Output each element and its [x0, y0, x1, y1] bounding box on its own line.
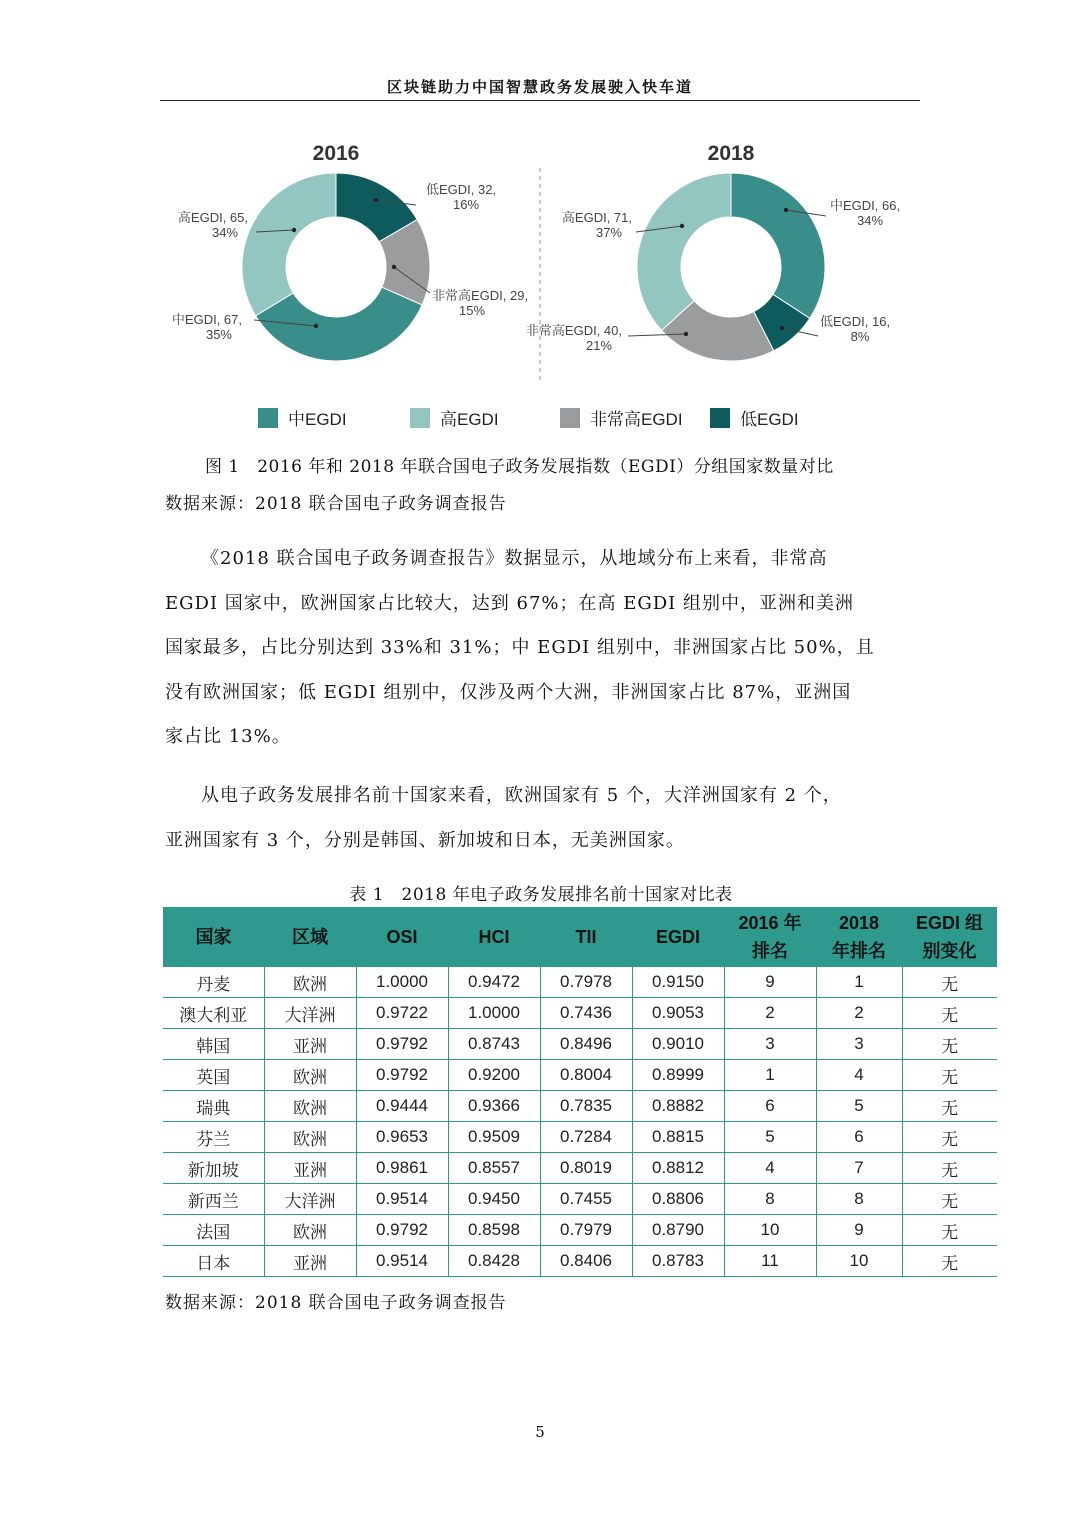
table-cell: 2: [724, 998, 816, 1029]
table-cell: 瑞典: [163, 1091, 264, 1122]
data-label-2018-low: 低EGDI, 16,: [820, 314, 891, 329]
legend-label-very-high: 非常高EGDI: [590, 410, 683, 429]
header-rule: [160, 100, 920, 101]
table-cell: 法国: [163, 1215, 264, 1246]
table-cell: 5: [816, 1091, 902, 1122]
paragraph-1-line: 没有欧洲国家；低 EGDI 组别中，仅涉及两个大洲，非洲国家占比 87%，亚洲国: [165, 681, 852, 703]
data-pct-2016-very-high: 15%: [458, 303, 486, 318]
table-cell: 无: [902, 1122, 997, 1153]
table-cell: 0.9150: [632, 967, 724, 998]
data-pct-2016-low: 16%: [452, 197, 480, 212]
callout-dot: [684, 332, 688, 336]
table-cell: 4: [724, 1153, 816, 1184]
table-cell: 无: [902, 1246, 997, 1277]
legend-swatch-high: [410, 408, 430, 428]
table-row: [163, 1184, 997, 1215]
table-row: [163, 967, 997, 998]
table-cell: 3: [816, 1029, 902, 1060]
table-cell: 无: [902, 1153, 997, 1184]
data-label-2016-very-high: 非常高EGDI, 29,: [432, 288, 529, 303]
callout-dot: [780, 326, 784, 330]
table-cell: 10: [816, 1246, 902, 1277]
data-pct-2018-mid: 34%: [856, 213, 884, 228]
table-cell: 0.7979: [540, 1215, 632, 1246]
column-header: [632, 907, 724, 967]
legend-label-low: 低EGDI: [740, 410, 799, 429]
table-cell: 1.0000: [356, 967, 448, 998]
paragraph-2: [165, 774, 917, 863]
legend-item-high: [410, 405, 499, 430]
table-cell: 亚洲: [264, 1246, 356, 1277]
table-cell: 欧洲: [264, 967, 356, 998]
column-header-text: EGDI 组: [915, 913, 983, 933]
table-cell: 芬兰: [163, 1122, 264, 1153]
callout-dot: [374, 198, 378, 202]
table-title: 表 1 2018 年电子政务发展排名前十国家对比表: [349, 885, 733, 905]
table-cell: 0.8428: [448, 1246, 540, 1277]
callout-dot: [292, 228, 296, 232]
table-cell: 0.7978: [540, 967, 632, 998]
table-cell: 0.9861: [356, 1153, 448, 1184]
legend-item-mid: [258, 405, 347, 430]
table-cell: 0.9653: [356, 1122, 448, 1153]
table-cell: 0.9792: [356, 1029, 448, 1060]
table-cell: 0.9509: [448, 1122, 540, 1153]
table-cell: 0.9792: [356, 1215, 448, 1246]
column-header-text: 年排名: [832, 941, 886, 961]
table-cell: 丹麦: [163, 967, 264, 998]
chart-title-2018: 2018: [707, 142, 755, 165]
table-cell: 9: [724, 967, 816, 998]
column-header: [356, 907, 448, 967]
figure-caption: 图 1 2016 年和 2018 年联合国电子政务发展指数（EGDI）分组国家数量对比: [205, 457, 834, 477]
table-cell: 8: [816, 1184, 902, 1215]
table-cell: 无: [902, 1029, 997, 1060]
data-pct-2016-high: 34%: [211, 225, 238, 240]
table-cell: 0.8406: [540, 1246, 632, 1277]
table-cell: 无: [902, 1060, 997, 1091]
table-cell: 3: [724, 1029, 816, 1060]
paragraph-1-line: 《2018 联合国电子政务调查报告》数据显示，从地域分布上来看，非常高: [201, 548, 828, 569]
table-cell: 0.8598: [448, 1215, 540, 1246]
paragraph-1-line: 家占比 13%。: [165, 726, 291, 747]
column-header: [163, 907, 264, 967]
table-cell: 4: [816, 1060, 902, 1091]
table-cell: 大洋洲: [264, 1184, 356, 1215]
data-label-2016-mid: 中EGDI, 67,: [171, 312, 242, 327]
table-cell: 欧洲: [264, 1091, 356, 1122]
table-cell: 0.8557: [448, 1153, 540, 1184]
table-cell: 11: [724, 1246, 816, 1277]
legend-swatch-low: [710, 408, 730, 428]
donut-slice-2018-high: [637, 173, 731, 330]
callout-dot: [784, 208, 788, 212]
legend-swatch-very-high: [560, 408, 580, 428]
table-cell: 0.9472: [448, 967, 540, 998]
table-cell: 欧洲: [264, 1060, 356, 1091]
data-pct-2018-low: 8%: [850, 329, 870, 344]
data-label-2018-mid: 中EGDI, 66,: [830, 198, 901, 213]
table-cell: 0.9514: [356, 1184, 448, 1215]
table-cell: 0.8815: [632, 1122, 724, 1153]
table-cell: 亚洲: [264, 1153, 356, 1184]
column-header-text: 2016 年: [738, 913, 802, 933]
egdi-donut-charts: [150, 130, 950, 440]
paragraph-1-line: 国家最多，占比分别达到 33%和 31%；中 EGDI 组别中，非洲国家占比 50%，且: [165, 637, 875, 658]
table-row: [163, 1153, 997, 1184]
legend-swatch-mid: [258, 408, 278, 428]
donut-slice-2018-mid: [731, 173, 825, 318]
table-source: 数据来源：2018 联合国电子政务调查报告: [165, 1293, 507, 1313]
table-cell: 无: [902, 967, 997, 998]
column-header-text: 区域: [292, 927, 328, 947]
table-body: [163, 967, 997, 1277]
table-cell: 0.8882: [632, 1091, 724, 1122]
table-cell: 0.9444: [356, 1091, 448, 1122]
ranking-table: [163, 907, 997, 1277]
table-header-row: [163, 907, 997, 967]
table-cell: 0.8783: [632, 1246, 724, 1277]
table-row: [163, 1215, 997, 1246]
table-cell: 8: [724, 1184, 816, 1215]
data-label-2018-high: 高EGDI, 71,: [561, 210, 632, 225]
table-cell: 0.8806: [632, 1184, 724, 1215]
table-cell: 大洋洲: [264, 998, 356, 1029]
figure-source: 数据来源：2018 联合国电子政务调查报告: [165, 494, 507, 514]
column-header-text: 2018: [838, 913, 880, 933]
table-cell: 0.8019: [540, 1153, 632, 1184]
table-cell: 0.9792: [356, 1060, 448, 1091]
table-cell: 2: [816, 998, 902, 1029]
legend-label-high: 高EGDI: [440, 410, 499, 429]
table-cell: 0.8790: [632, 1215, 724, 1246]
page-header-title: 区块链助力中国智慧政务发展驶入快车道: [386, 78, 693, 96]
table-cell: 0.7455: [540, 1184, 632, 1215]
table-cell: 9: [816, 1215, 902, 1246]
column-header-text: EGDI: [655, 927, 700, 947]
table-cell: 新加坡: [163, 1153, 264, 1184]
column-header-text: 国家: [195, 927, 232, 947]
data-label-2016-high: 高EGDI, 65,: [177, 210, 248, 225]
table-cell: 无: [902, 998, 997, 1029]
table-row: [163, 998, 997, 1029]
table-cell: 0.8004: [540, 1060, 632, 1091]
table-cell: 亚洲: [264, 1029, 356, 1060]
table-cell: 0.9053: [632, 998, 724, 1029]
table-cell: 欧洲: [264, 1122, 356, 1153]
table-cell: 6: [724, 1091, 816, 1122]
table-cell: 澳大利亚: [163, 998, 264, 1029]
table-cell: 1: [816, 967, 902, 998]
column-header-text: 别变化: [922, 941, 977, 961]
table-cell: 1.0000: [448, 998, 540, 1029]
table-cell: 0.7284: [540, 1122, 632, 1153]
table-cell: 0.8496: [540, 1029, 632, 1060]
table-cell: 0.9450: [448, 1184, 540, 1215]
table-cell: 0.8999: [632, 1060, 724, 1091]
column-header: [448, 907, 540, 967]
donut-slice-2016-high: [242, 173, 336, 316]
table-cell: 0.9200: [448, 1060, 540, 1091]
table-cell: 7: [816, 1153, 902, 1184]
data-pct-2016-mid: 35%: [205, 327, 232, 342]
table-cell: 新西兰: [163, 1184, 264, 1215]
table-row: [163, 1060, 997, 1091]
table-cell: 0.7835: [540, 1091, 632, 1122]
column-header-text: TII: [575, 927, 597, 947]
table-cell: 5: [724, 1122, 816, 1153]
column-header-text: HCI: [478, 927, 510, 947]
table-cell: 英国: [163, 1060, 264, 1091]
paragraph-1: [165, 537, 917, 760]
table-cell: 韩国: [163, 1029, 264, 1060]
table-cell: 0.9010: [632, 1029, 724, 1060]
column-header: [724, 907, 816, 967]
table-cell: 日本: [163, 1246, 264, 1277]
callout-dot: [314, 324, 318, 328]
table-cell: 10: [724, 1215, 816, 1246]
table-cell: 无: [902, 1091, 997, 1122]
paragraph-2-line: 从电子政务发展排名前十国家来看，欧洲国家有 5 个，大洋洲国家有 2 个，: [201, 785, 842, 806]
data-pct-2018-high: 37%: [595, 225, 622, 240]
table-row: [163, 1246, 997, 1277]
table-cell: 0.9722: [356, 998, 448, 1029]
data-label-2018-very-high: 非常高EGDI, 40,: [525, 323, 622, 338]
table-cell: 0.7436: [540, 998, 632, 1029]
table-cell: 欧洲: [264, 1215, 356, 1246]
chart-title-2016: 2016: [312, 142, 360, 165]
page-number: 5: [535, 1423, 545, 1441]
column-header-text: OSI: [386, 927, 418, 947]
column-header: [264, 907, 356, 967]
column-header: [816, 907, 902, 967]
column-header-text: 排名: [752, 941, 788, 961]
legend-item-low: [710, 405, 799, 430]
callout-dot: [392, 265, 396, 269]
table-cell: 0.8812: [632, 1153, 724, 1184]
table-cell: 0.9514: [356, 1246, 448, 1277]
column-header: [540, 907, 632, 967]
table-cell: 0.9366: [448, 1091, 540, 1122]
table-cell: 无: [902, 1215, 997, 1246]
table-cell: 6: [816, 1122, 902, 1153]
table-row: [163, 1122, 997, 1153]
table-cell: 1: [724, 1060, 816, 1091]
callout-dot: [680, 224, 684, 228]
data-pct-2018-very-high: 21%: [585, 338, 612, 353]
column-header: [902, 907, 997, 967]
table-cell: 无: [902, 1184, 997, 1215]
legend-item-very-high: [560, 405, 683, 430]
paragraph-1-line: EGDI 国家中，欧洲国家占比较大，达到 67%；在高 EGDI 组别中，亚洲和美洲: [165, 592, 855, 614]
data-label-2016-low: 低EGDI, 32,: [426, 182, 497, 197]
paragraph-2-line: 亚洲国家有 3 个，分别是韩国、新加坡和日本，无美洲国家。: [165, 829, 685, 851]
legend-label-mid: 中EGDI: [288, 410, 347, 429]
table-row: [163, 1091, 997, 1122]
table-row: [163, 1029, 997, 1060]
table-cell: 0.8743: [448, 1029, 540, 1060]
